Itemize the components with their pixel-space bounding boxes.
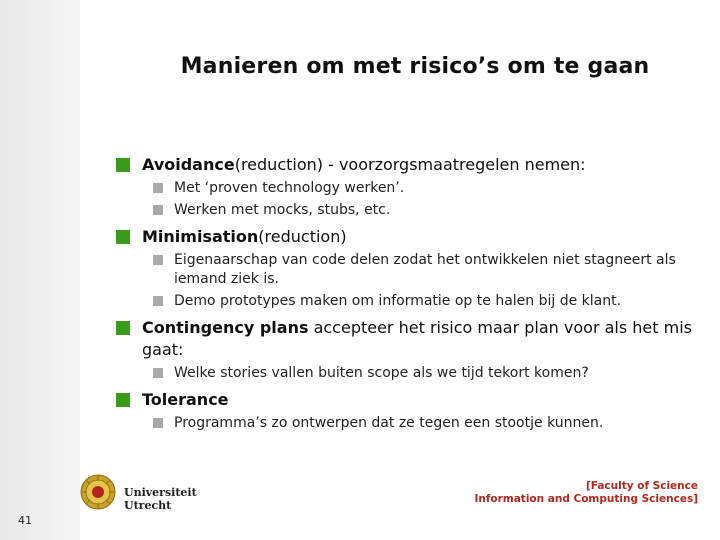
square-bullet-icon — [116, 321, 130, 335]
square-bullet-icon — [153, 296, 163, 306]
bullet-text: accepteer het risico maar plan voor als het mis gaat: — [142, 318, 692, 359]
sub-bullet — [114, 414, 704, 433]
square-bullet-icon — [116, 230, 130, 244]
university-name: Universiteit Utrecht — [124, 486, 197, 512]
sub-bullet-text: Werken met mocks, stubs, etc. — [174, 202, 391, 218]
sub-bullet — [114, 292, 704, 311]
bullet-tolerance — [114, 389, 704, 411]
bullet-term: Contingency plans — [142, 318, 309, 337]
bullet-text: (reduction) - voorzorgsmaatregelen nemen: — [234, 155, 586, 174]
bullet-term: Tolerance — [142, 390, 229, 409]
sub-bullet-text: Met ‘proven technology werken’. — [174, 180, 405, 196]
bullet-contingency-plans — [114, 317, 704, 361]
square-bullet-icon — [153, 255, 163, 265]
square-bullet-icon — [153, 418, 163, 428]
faculty-label — [474, 480, 698, 506]
square-bullet-icon — [153, 183, 163, 193]
bullet-text: (reduction) — [258, 227, 347, 246]
square-bullet-icon — [153, 205, 163, 215]
university-logo — [80, 474, 230, 514]
page-number: 41 — [18, 514, 32, 527]
sub-bullet-text: Welke stories vallen buiten scope als we tijd tekort komen? — [174, 365, 589, 381]
faculty-line: [Faculty of Science — [585, 480, 698, 492]
sub-bullet — [114, 251, 704, 289]
sub-bullet — [114, 364, 704, 383]
bullet-avoidance — [114, 154, 704, 176]
bullet-list — [114, 148, 704, 433]
sub-bullet — [114, 179, 704, 198]
sub-bullet-text: Eigenaarschap van code delen zodat het ontwikkelen niet stagneert als iemand ziek is. — [174, 252, 676, 287]
square-bullet-icon — [116, 393, 130, 407]
bullet-minimisation — [114, 226, 704, 248]
square-bullet-icon — [116, 158, 130, 172]
slide-title: Manieren om met risico’s om te gaan — [180, 54, 650, 79]
sub-bullet — [114, 201, 704, 220]
left-side-band — [0, 0, 80, 540]
sub-bullet-text: Demo prototypes maken om informatie op te halen bij de klant. — [174, 293, 622, 309]
bullet-term: Minimisation — [142, 227, 259, 246]
sun-seal-icon — [80, 474, 116, 510]
sub-bullet-text: Programma’s zo ontwerpen dat ze tegen een stootje kunnen. — [174, 415, 604, 431]
bullet-term: Avoidance — [142, 155, 235, 174]
square-bullet-icon — [153, 368, 163, 378]
faculty-line: Information and Computing Sciences] — [474, 493, 698, 505]
